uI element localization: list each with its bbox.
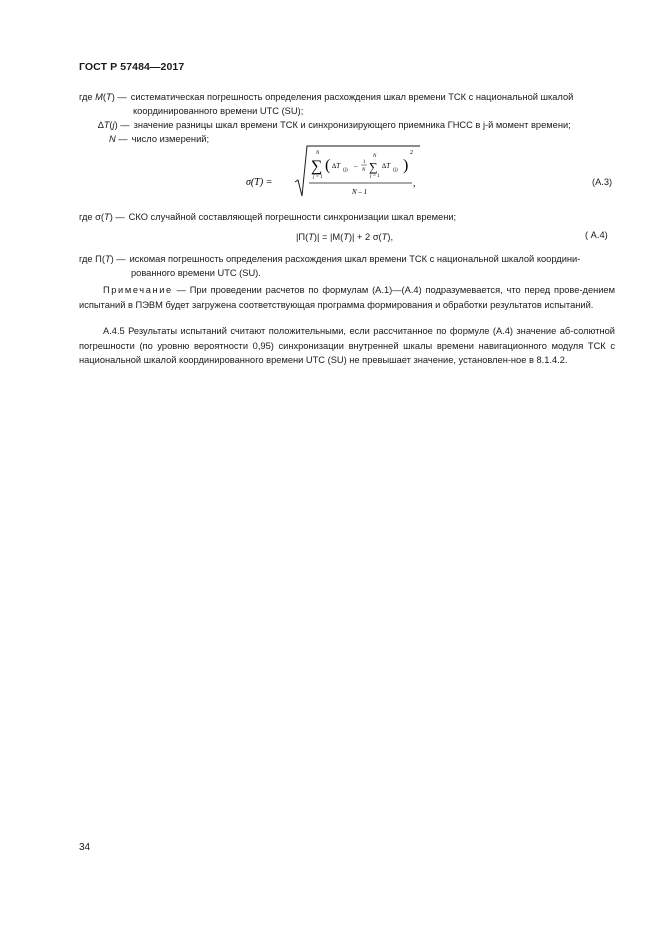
page-header: ГОСТ Р 57484—2017 [79, 61, 185, 73]
formula-a3-term2: ∆T [382, 162, 391, 170]
formula-a3-denominator: N – 1 [352, 188, 368, 196]
sum-sign-inner: ∑ [369, 160, 378, 174]
paren-left: ( [325, 157, 331, 174]
formula-a3-power: 2 [410, 150, 413, 156]
formula-a3-term1: ∆T [332, 162, 341, 170]
formula-a3-tail: , [413, 178, 416, 189]
definition-sigma-text: СКО случайной составляющей погрешности синхронизации шкал времени; [128, 212, 457, 222]
formula-a3-frac-den: N [362, 168, 366, 173]
paren-right: ) [403, 157, 409, 174]
formula-a4: |П(T)| = |M(T)| + 2 σ(T), [296, 232, 394, 242]
definition-n [109, 132, 209, 146]
note-lead: Примечание [103, 285, 173, 295]
formula-a3-lhs: σ(T) = [246, 177, 273, 188]
definition-delta-t-text: значение разницы шкал времени ТСК и синхронизирующего приемника ГНСС в j-й момент времени; [133, 120, 571, 130]
formula-a3-number: (А.3) [592, 177, 613, 187]
definition-p [79, 252, 619, 280]
definition-delta-t [98, 118, 618, 132]
definition-p-text: искомая погрешность определения расхождения шкал времени ТСК с национальной шкалой координи- [129, 254, 581, 264]
definition-p-text-2: рованного времени UTC (SU). [131, 268, 261, 278]
paragraph-a45: А.4.5 Результаты испытаний считают положительными, если рассчитанное по формуле (А.4) значение аб-солютной погрешности (по уровню вероятности 0,95) синхронизации внутренней шкалы времени навигационного модуля ТСК с национальной шкалой координированного времени UTC (SU) не превышает значение, установлен-ное в 8.1.4.2. [79, 326, 615, 365]
definition-m [79, 90, 619, 118]
definition-m-label: где M(T) — [79, 92, 127, 102]
formula-a3 [240, 142, 440, 200]
definition-m-text: систематическая погрешность определения расхождения шкал времени ТСК с национальной шкалой [130, 92, 574, 102]
sum-sign-outer: ∑ [311, 158, 323, 175]
definition-sigma-label: где σ(T) — [79, 212, 125, 222]
formula-a3-sum-top: N [316, 151, 320, 156]
page-number: 34 [79, 842, 91, 853]
definition-p-label: где П(T) — [79, 254, 126, 264]
definition-m-text-2: координированного времени UTC (SU); [133, 106, 304, 116]
formula-a3-sum-bottom: j = 1 [313, 175, 323, 180]
formula-a3-frac-num: 1 [363, 160, 366, 165]
definition-n-text: число измерений; [131, 134, 210, 144]
formula-a3-inner-sum-bottom: j = 1 [370, 174, 380, 179]
note-paragraph [79, 283, 615, 312]
formula-a3-minus: – [354, 162, 358, 170]
formula-a3-term2-sub: (j) [393, 168, 398, 173]
definition-n-label: N — [109, 134, 128, 144]
note-text: — При проведении расчетов по формулам (А.1)—(А.4) подразумевается, что перед прове-дением испытаний в ПЭВМ будет загружена соответствующая программа формирования и обработки результатов испытаний. [79, 285, 615, 310]
definition-delta-t-label: ∆T(j) — [98, 120, 130, 130]
formula-a4-number: ( А.4) [585, 230, 608, 240]
formula-a3-term1-sub: (j) [343, 168, 348, 173]
formula-a3-inner-sum-top: N [373, 154, 377, 159]
definition-sigma [79, 210, 456, 224]
